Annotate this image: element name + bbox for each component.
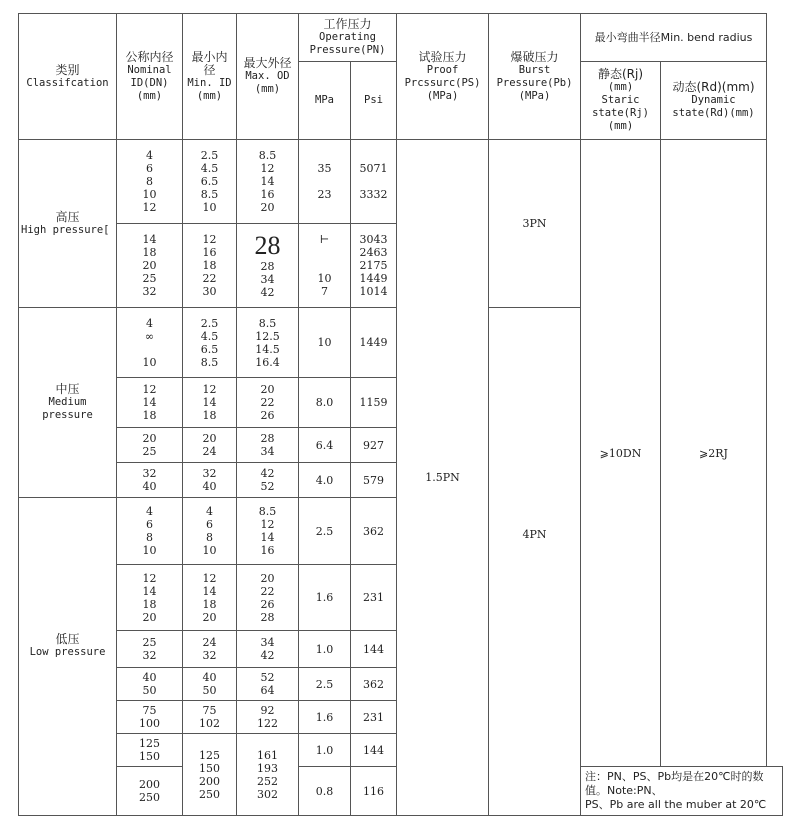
burst-low-value: 4PN bbox=[489, 308, 581, 816]
cell-min-id: 12 14 18 20 bbox=[183, 565, 237, 631]
cell-dn: 25 32 bbox=[117, 631, 183, 668]
cell-dn: 125 150 bbox=[117, 734, 183, 767]
header-static-bend: 静态(Rj) (mm) Staric state(Rj) (mm) bbox=[581, 62, 661, 140]
cell-psi: 5071 3332 bbox=[351, 140, 397, 224]
cell-min-id: 12 16 18 22 30 bbox=[183, 224, 237, 308]
group-medium-pressure: 中压 Medium pressure bbox=[19, 308, 117, 498]
cell-max-od: 20 22 26 bbox=[237, 378, 299, 428]
cell-mpa: 1.0 bbox=[299, 734, 351, 767]
cell-psi: 144 bbox=[351, 631, 397, 668]
group-low-pressure: 低压 Low pressure bbox=[19, 498, 117, 816]
cell-min-id: 24 32 bbox=[183, 631, 237, 668]
cell-mpa: ⊢ 10 7 bbox=[299, 224, 351, 308]
proof-pressure-value: 1.5PN bbox=[397, 140, 489, 816]
cell-dn: 12 14 18 bbox=[117, 378, 183, 428]
cell-max-od: 92 122 bbox=[237, 701, 299, 734]
cell-psi: 362 bbox=[351, 668, 397, 701]
cell-mpa: 2.5 bbox=[299, 498, 351, 565]
cell-max-od: 28 28 34 42 bbox=[237, 224, 299, 308]
cell-dn: 200 250 bbox=[117, 767, 183, 816]
cell-psi: 231 bbox=[351, 701, 397, 734]
header-proof-pressure: 试验压力 Proof Prcssurc(PS) (MPa) bbox=[397, 14, 489, 140]
static-bend-value: ⩾10DN bbox=[581, 140, 661, 767]
cell-min-id: 2.5 4.5 6.5 8.5 10 bbox=[183, 140, 237, 224]
footnote: 注：PN、PS、Pb均是在20℃时的数值。Note:PN、 PS、Pb are all the muber at 20℃ bbox=[581, 767, 783, 816]
cell-dn: 4 6 8 10 bbox=[117, 498, 183, 565]
cell-min-id: 125 150 200 250 bbox=[183, 734, 237, 816]
header-max-od: 最大外径 Max. OD (mm) bbox=[237, 14, 299, 140]
header-nominal-id: 公称内径 Nominal ID(DN) (mm) bbox=[117, 14, 183, 140]
cell-max-od: 28 34 bbox=[237, 428, 299, 463]
cell-dn: 32 40 bbox=[117, 463, 183, 498]
cell-dn: 20 25 bbox=[117, 428, 183, 463]
cell-dn: 4 6 8 10 12 bbox=[117, 140, 183, 224]
cell-mpa: 10 bbox=[299, 308, 351, 378]
cell-max-od: 34 42 bbox=[237, 631, 299, 668]
cell-psi: 362 bbox=[351, 498, 397, 565]
cell-min-id: 40 50 bbox=[183, 668, 237, 701]
cell-dn: 75 100 bbox=[117, 701, 183, 734]
header-burst-pressure: 爆破压力 Burst Pressure(Pb) (MPa) bbox=[489, 14, 581, 140]
cell-mpa: 1.0 bbox=[299, 631, 351, 668]
cell-min-id: 12 14 18 bbox=[183, 378, 237, 428]
cell-dn: 12 14 18 20 bbox=[117, 565, 183, 631]
cell-mpa: 0.8 bbox=[299, 767, 351, 816]
cell-min-id: 4 6 8 10 bbox=[183, 498, 237, 565]
hose-spec-table bbox=[18, 13, 783, 816]
header-classification: 类别 Classifcation bbox=[19, 14, 117, 140]
cell-mpa: 4.0 bbox=[299, 463, 351, 498]
cell-max-od: 42 52 bbox=[237, 463, 299, 498]
cell-min-id: 2.5 4.5 6.5 8.5 bbox=[183, 308, 237, 378]
dynamic-bend-value: ⩾2RJ bbox=[661, 140, 767, 767]
cell-min-id: 20 24 bbox=[183, 428, 237, 463]
cell-dn: 4 ∞ 10 bbox=[117, 308, 183, 378]
cell-psi: 1449 bbox=[351, 308, 397, 378]
header-psi: Psi bbox=[351, 62, 397, 140]
cell-min-id: 32 40 bbox=[183, 463, 237, 498]
cell-max-od: 20 22 26 28 bbox=[237, 565, 299, 631]
cell-mpa: 2.5 bbox=[299, 668, 351, 701]
table-row bbox=[19, 140, 783, 224]
header-operating-pressure: 工作压力 Operating Pressure(PN) bbox=[299, 14, 397, 62]
cell-psi: 144 bbox=[351, 734, 397, 767]
cell-mpa: 8.0 bbox=[299, 378, 351, 428]
cell-dn: 14 18 20 25 32 bbox=[117, 224, 183, 308]
group-high-pressure: 高压 High pressure[ bbox=[19, 140, 117, 308]
header-dynamic-bend: 动态(Rd)(mm) Dynamic state(Rd)(mm) bbox=[661, 62, 767, 140]
cell-max-od: 8.5 12 14 16 20 bbox=[237, 140, 299, 224]
cell-mpa: 6.4 bbox=[299, 428, 351, 463]
cell-max-od: 8.5 12 14 16 bbox=[237, 498, 299, 565]
burst-high-value: 3PN bbox=[489, 140, 581, 308]
cell-max-od: 161 193 252 302 bbox=[237, 734, 299, 816]
cell-psi: 579 bbox=[351, 463, 397, 498]
cell-mpa: 35 23 bbox=[299, 140, 351, 224]
cell-psi: 116 bbox=[351, 767, 397, 816]
cell-max-od: 8.5 12.5 14.5 16.4 bbox=[237, 308, 299, 378]
header-min-id: 最小内 径 Min. ID (mm) bbox=[183, 14, 237, 140]
cell-psi: 3043 2463 2175 1449 1014 bbox=[351, 224, 397, 308]
cell-mpa: 1.6 bbox=[299, 565, 351, 631]
cell-mpa: 1.6 bbox=[299, 701, 351, 734]
cell-dn: 40 50 bbox=[117, 668, 183, 701]
header-min-bend-radius: 最小弯曲半径Min. bend radius bbox=[581, 14, 767, 62]
cell-max-od: 52 64 bbox=[237, 668, 299, 701]
cell-psi: 231 bbox=[351, 565, 397, 631]
cell-min-id: 75 102 bbox=[183, 701, 237, 734]
cell-psi: 927 bbox=[351, 428, 397, 463]
header-mpa: MPa bbox=[299, 62, 351, 140]
cell-psi: 1159 bbox=[351, 378, 397, 428]
